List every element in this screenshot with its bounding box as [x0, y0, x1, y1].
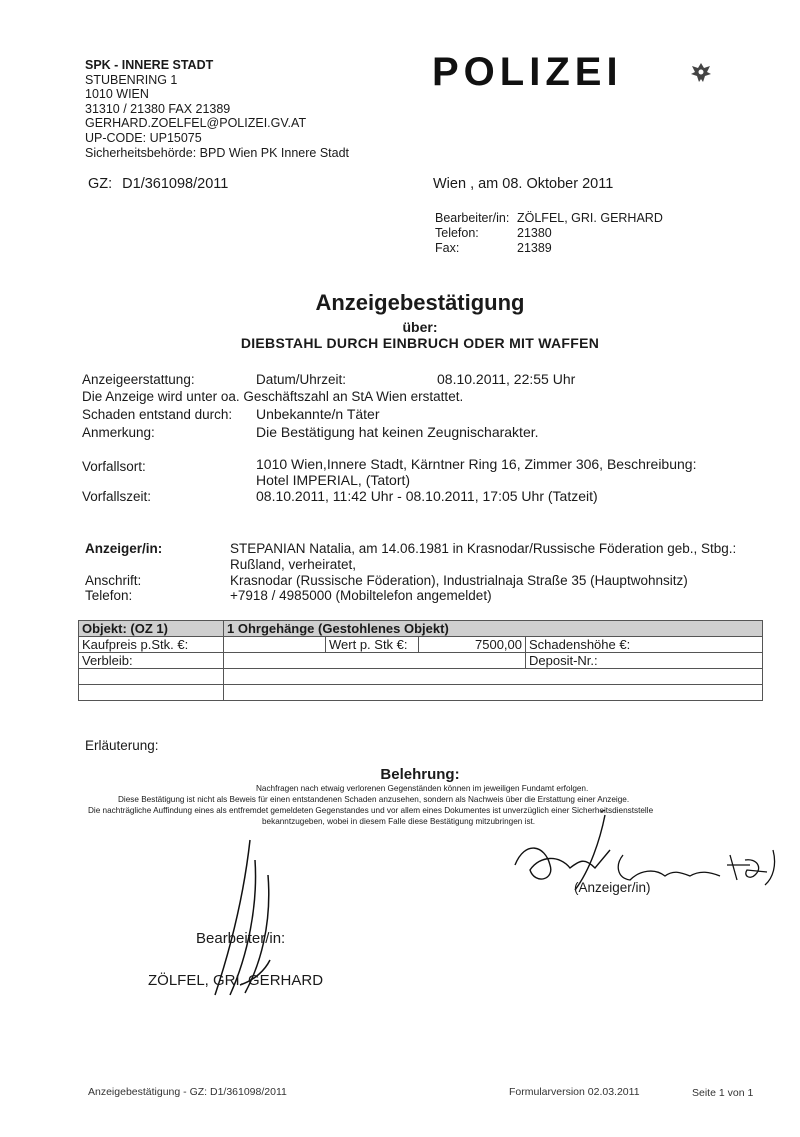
place-date: Wien , am 08. Oktober 2011 [433, 176, 614, 192]
kaufpreis-label: Kaufpreis p.Stk. €: [79, 637, 224, 653]
object-head-label: Objekt: (OZ 1) [79, 621, 224, 637]
report-vorfallsort-line2: Hotel IMPERIAL, (Tatort) [256, 472, 411, 488]
sender-street: STUBENRING 1 [85, 72, 178, 87]
sender-email: GERHARD.ZOELFEL@POLIZEI.GV.AT [85, 116, 307, 131]
document-title: Anzeigebestätigung [315, 290, 525, 315]
eagle-emblem-icon [688, 60, 714, 92]
sender-upcode: UP-CODE: UP15075 [85, 130, 202, 145]
belehrung-line1: Nachfragen nach etwaig verlorenen Gegenständen können im jeweiligen Fundamt erfolgen. [256, 784, 589, 793]
sender-address [85, 58, 349, 160]
reference-label: GZ: [88, 176, 113, 192]
footer-left: Anzeigebestätigung - GZ: D1/361098/2011 [88, 1086, 287, 1098]
complainant-label: Anzeiger/in: [85, 541, 163, 556]
empty-cell [224, 685, 763, 701]
empty-cell [224, 669, 763, 685]
complainant-line1: STEPANIAN Natalia, am 14.06.1981 in Krasnodar/Russische Föderation geb., Stbg.: [230, 541, 737, 556]
polizei-logo: POLIZEI [432, 50, 623, 94]
clerk-phone: 21380 [517, 226, 552, 240]
report-vorfallszeit-value: 08.10.2011, 11:42 Uhr - 08.10.2011, 17:05 Uhr (Tatzeit) [256, 488, 598, 504]
report-anmerkung-label: Anmerkung: [82, 425, 155, 440]
report-datum-value: 08.10.2011, 22:55 Uhr [437, 371, 576, 387]
wert-value: 7500,00 [419, 637, 526, 653]
report-datum-label: Datum/Uhrzeit: [256, 372, 347, 387]
belehrung-line2: Diese Bestätigung ist nicht als Beweis für einen entstandenen Schaden anzusehen, sondern als Nachweis über die Erstattung einer Anzeige. [118, 795, 630, 804]
clerk-phone-label: Telefon: [435, 226, 479, 240]
belehrung-line3: Die nachträgliche Auffindung eines als entfremdet gemeldeten Gegenstandes und vor allem eines Dokumentes ist unverzüglich einer Sicherheitsdienststelle [88, 806, 654, 815]
report-schaden-value: Unbekannte/n Täter [256, 406, 380, 422]
clerk-fax-label: Fax: [435, 241, 460, 255]
footer-center: Formularversion 02.03.2011 [509, 1086, 640, 1098]
clerk-fax: 21389 [517, 241, 552, 255]
sender-phone: 31310 / 21380 FAX 21389 [85, 101, 231, 116]
sender-city: 1010 WIEN [85, 87, 149, 102]
document-subtitle: über: [402, 319, 438, 335]
report-anmerkung-value: Die Bestätigung hat keinen Zeugnischarakter. [256, 424, 539, 440]
table-row [79, 637, 763, 653]
table-row [79, 653, 763, 669]
clerk-label: Bearbeiter/in: [435, 211, 510, 225]
kaufpreis-value [224, 637, 326, 653]
report-erstattung-label: Anzeigeerstattung: [82, 372, 195, 387]
officer-caption: Bearbeiter/in: [196, 930, 286, 947]
sender-authority: Sicherheitsbehörde: BPD Wien PK Innere Stadt [85, 145, 350, 160]
reference-value: D1/361098/2011 [122, 176, 229, 192]
complainant-phone: +7918 / 4985000 (Mobiltelefon angemeldet) [230, 588, 492, 603]
belehrung-line4: bekanntzugeben, wobei in diesem Falle diese Bestätigung mitzubringen ist. [262, 817, 536, 826]
complainant-address-label: Anschrift: [85, 573, 142, 588]
complainant-address: Krasnodar (Russische Föderation), Industrialnaja Straße 35 (Hauptwohnsitz) [230, 573, 688, 588]
complainant-line2: Rußland, verheiratet, [230, 557, 357, 572]
report-schaden-label: Schaden entstand durch: [82, 407, 233, 422]
clerk-block [435, 211, 663, 256]
clerk-name: ZÖLFEL, GRI. GERHARD [517, 211, 663, 225]
schadenshoehe-label: Schadenshöhe €: [526, 637, 763, 653]
complainant-signature-caption: (Anzeiger/in) [574, 880, 651, 895]
footer-right: Seite 1 von 1 [692, 1087, 754, 1099]
offense-type: DIEBSTAHL DURCH EINBRUCH ODER MIT WAFFEN [240, 335, 600, 351]
empty-cell [79, 669, 224, 685]
erlaeuterung-label: Erläuterung: [85, 738, 159, 753]
belehrung-title: Belehrung: [380, 766, 460, 783]
wert-label: Wert p. Stk €: [326, 637, 419, 653]
object-table-header-row [79, 621, 763, 637]
verbleib-label: Verbleib: [79, 653, 224, 669]
table-row [79, 669, 763, 685]
object-table [78, 620, 763, 701]
report-vorfallsort-line1: 1010 Wien,Innere Stadt, Kärntner Ring 16, Zimmer 306, Beschreibung: [256, 456, 697, 472]
report-vorfallsort-label: Vorfallsort: [82, 459, 146, 474]
report-vorfallszeit-label: Vorfallszeit: [82, 489, 152, 504]
complainant-phone-label: Telefon: [85, 588, 133, 603]
report-sta-text: Die Anzeige wird unter oa. Geschäftszahl an StA Wien erstattet. [82, 389, 464, 404]
object-head-value: 1 Ohrgehänge (Gestohlenes Objekt) [224, 621, 763, 637]
deposit-label: Deposit-Nr.: [526, 653, 763, 669]
reference-number [88, 176, 228, 192]
empty-cell [79, 685, 224, 701]
officer-name: ZÖLFEL, GRI. GERHARD [148, 972, 324, 989]
table-row [79, 685, 763, 701]
sender-unit: SPK - INNERE STADT [85, 58, 214, 72]
verbleib-value [224, 653, 526, 669]
